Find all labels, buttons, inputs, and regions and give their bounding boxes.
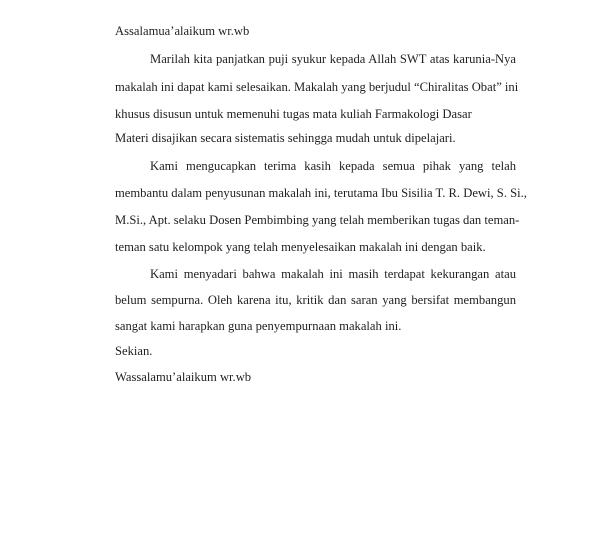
paragraph1-line-2: makalah ini dapat kami selesaikan. Makalah yang berjudul “Chiralitas Obat” ini: [115, 80, 519, 94]
paragraph1-line-4: Materi disajikan secara sistematis sehingga mudah untuk dipelajari.: [115, 131, 456, 145]
paragraph1-line-1: Marilah kita panjatkan puji syukur kepada Allah SWT atas karunia-Nya: [150, 52, 516, 66]
paragraph1-line-3: khusus disusun untuk memenuhi tugas mata kuliah Farmakologi Dasar: [115, 107, 472, 121]
paragraph3-line-2: belum sempurna. Oleh karena itu, kritik dan saran yang bersifat membangun: [115, 293, 516, 307]
paragraph2-line-2: membantu dalam penyusunan makalah ini, terutama Ibu Sisilia T. R. Dewi, S. Si.,: [115, 186, 527, 200]
paragraph3-line-1: Kami menyadari bahwa makalah ini masih terdapat kekurangan atau: [150, 267, 516, 281]
paragraph2-line-4: teman satu kelompok yang telah menyelesaikan makalah ini dengan baik.: [115, 240, 486, 254]
greeting-line: Assalamua’alaikum wr.wb: [115, 24, 250, 38]
paragraph2-line-3: M.Si., Apt. selaku Dosen Pembimbing yang telah memberikan tugas dan teman-: [115, 213, 520, 227]
closing-sekian: Sekian.: [115, 344, 153, 358]
paragraph2-line-1: Kami mengucapkan terima kasih kepada semua pihak yang telah: [150, 159, 516, 173]
paragraph3-line-3: sangat kami harapkan guna penyempurnaan makalah ini.: [115, 319, 402, 333]
closing-salutation: Wassalamu’alaikum wr.wb: [115, 370, 252, 384]
